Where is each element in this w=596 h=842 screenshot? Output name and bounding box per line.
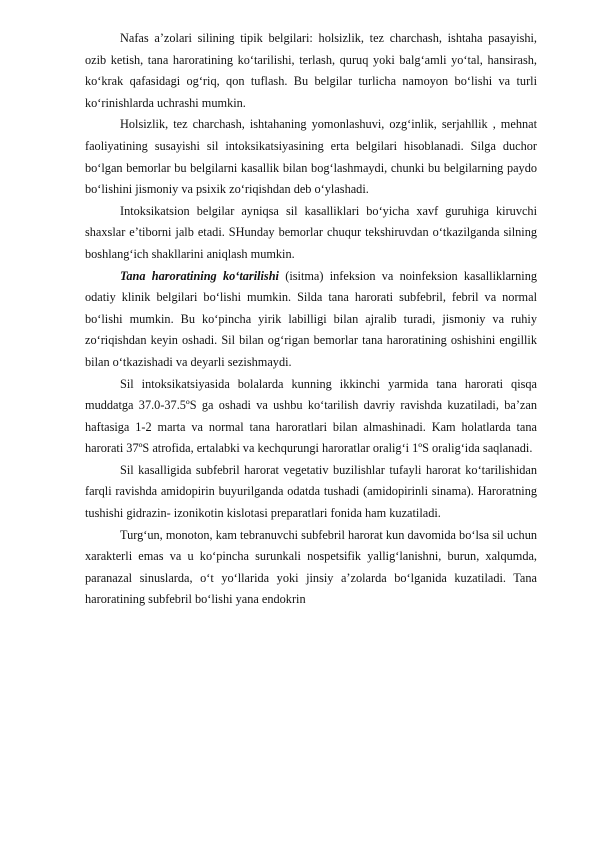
paragraph-text: Sil kasalligida subfebril harorat vegetativ buzilishlar tufayli harorat ko‘tarilishidan farqli ravishda amidopirin buyurilganda odatda tushadi (amidopirinli sinama). Haroratning tushishi gidrazin- izonikotin kislotasi preparatlari fonida ham kuzatiladi. xyxy=(85,462,537,521)
paragraph-text: Sil intoksikatsiyasida bolalarda kunning ikkinchi yarmida tana harorati qisqa muddatga 37.0-37.5ºS ga oshadi va ushbu ko‘tarilish davriy ravishda kuzatiladi, ba’zan haftasiga 1-2 marta va normal tana haroratlari bilan almashinadi. Kam holatlarda tana harorati 37ºS atrofida, ertalabki va kechqurungi haroratlar oralig‘i 1ºS oralig‘ida saqlanadi. xyxy=(85,376,537,456)
paragraph-heading-emphasis: Tana haroratining ko‘tarilishi xyxy=(120,268,279,283)
paragraph-subfebrile xyxy=(85,525,537,611)
paragraph-symptoms xyxy=(85,28,537,114)
paragraph-text: Holsizlik, tez charchash, ishtahaning yomonlashuvi, ozg‘inlik, serjahllik , mehnat faoliyatining susayishi sil intoksikatsiyasining erta belgilari hisoblanadi. Silga duchor bo‘lgan bemorlar bu belgilarni kasallik bilan bog‘lashmaydi, chunki bu belgilarning paydo bo‘lishini jismoniy va psixik zo‘riqishdan deb o‘ylashadi. xyxy=(85,117,537,197)
paragraph-amidopyrine xyxy=(85,460,537,525)
paragraph-intoxication xyxy=(85,201,537,266)
paragraph-temperature xyxy=(85,266,537,374)
paragraph-text: Intoksikatsion belgilar ayniqsa sil kasalliklari bo‘yicha xavf guruhiga kiruvchi shaxslar e’tiborni jalb etadi. SHunday bemorlar chuqur tekshiruvdan o‘tkazilganda silning boshlang‘ich shakllarini aniqlash mumkin. xyxy=(85,203,537,261)
paragraph-weakness xyxy=(85,114,537,200)
paragraph-children xyxy=(85,374,537,460)
paragraph-text: Nafas a’zolari silining tipik belgilari: holsizlik, tez charchash, ishtaha pasayishi, ozib ketish, tana haroratining ko‘tarilishi, terlash, quruq yoki balg‘amli yo‘tal, hansirash, ko‘krak qafasidagi og‘riq, qon tuflash. Bu belgilar turlicha namoyon bo‘lishi va turli ko‘rinishlarda uchrashi mumkin. xyxy=(85,31,537,110)
paragraph-text: (isitma) infeksion va noinfeksion kasalliklarning odatiy klinik belgilari bo‘lishi mumkin. Silda tana harorati subfebril, febril va normal bo‘lishi mumkin. Bu ko‘pincha yirik labilligi bilan ajralib turadi, jismoniy va ruhiy zo‘riqishdan keyin oshadi. Sil bilan og‘rigan bemorlar tana haroratining oshishini engillik bilan o‘tkazishadi va deyarli sezishmaydi. xyxy=(85,268,537,369)
paragraph-text: Turg‘un, monoton, kam tebranuvchi subfebril harorat kun davomida bo‘lsa sil uchun xarakterli emas va u ko‘pincha surunkali nospetsifik yallig‘lanishni, burun, xalqumda, paranazal sinuslarda, o‘t yo‘llarida yoki jinsiy a’zolarda bo‘lganida kuzatiladi. Tana haroratining subfebril bo‘lishi yana endokrin xyxy=(85,527,537,607)
